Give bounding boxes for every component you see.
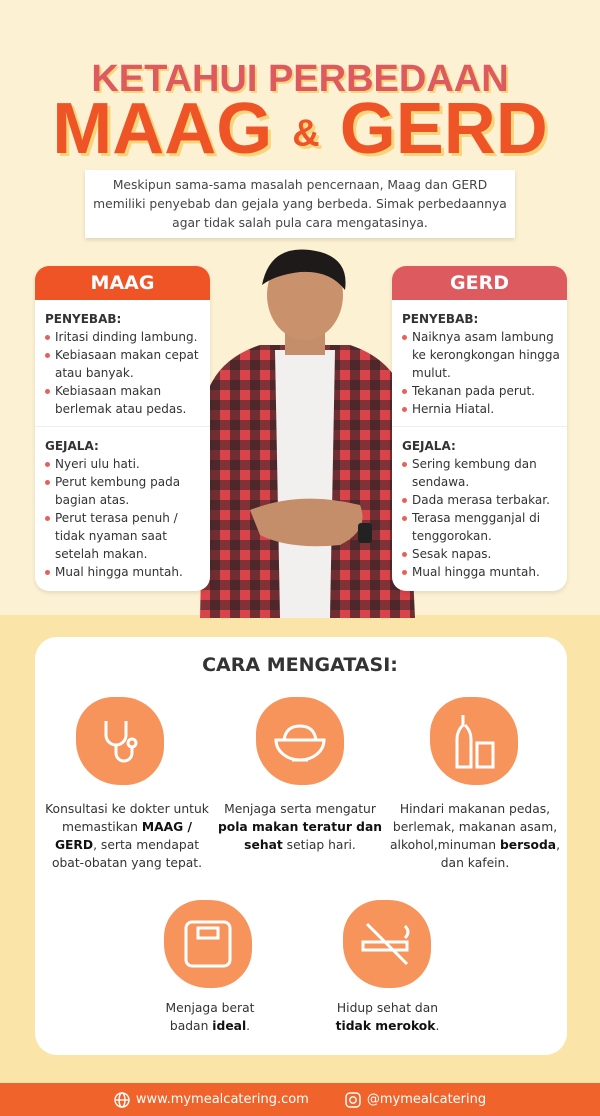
- globe-icon: [114, 1092, 130, 1108]
- list-item: Sesak napas.: [402, 545, 561, 563]
- list-item: Terasa mengganjal di tenggorokan.: [402, 509, 561, 545]
- list-item: Nyeri ulu hati.: [45, 455, 204, 473]
- title-line1: KETAHUI PERBEDAAN: [91, 58, 509, 100]
- food-bowl-icon: [256, 697, 344, 785]
- list-item: Kebiasaan makan berlemak atau pedas.: [45, 382, 204, 418]
- maag-header: MAAG: [35, 266, 210, 300]
- list-item: Sering kembung dan sendawa.: [402, 455, 561, 491]
- intro-text: Meskipun sama-sama masalah pencernaan, Maag dan GERD memiliki penyebab dan gejala yang berbeda. Simak perbedaannya agar tidak salah pula cara mengatasinya.: [85, 170, 515, 238]
- title-maag: MAAG: [52, 89, 273, 169]
- soda-bottle-icon: [430, 697, 518, 785]
- maag-causes-label: PENYEBAB:: [45, 312, 122, 326]
- title-line2: [0, 88, 600, 170]
- title-amp: &: [292, 112, 320, 155]
- gerd-symptoms-label: GEJALA:: [402, 439, 456, 453]
- tip-diet: Menjaga serta mengatur pola makan teratur dan sehat setiap hari.: [217, 802, 383, 852]
- man-holding-stomach-photo: [190, 240, 420, 618]
- list-item: Hernia Hiatal.: [402, 400, 561, 418]
- list-item: Tekanan pada perut.: [402, 382, 561, 400]
- instagram-icon: [345, 1092, 361, 1108]
- title-gerd: GERD: [339, 89, 548, 169]
- website-link[interactable]: www.mymealcatering.com: [114, 1092, 309, 1108]
- tip-weight: Menjaga berat badan ideal.: [165, 1001, 255, 1033]
- list-item: Mual hingga muntah.: [45, 563, 204, 581]
- maag-symptoms-label: GEJALA:: [45, 439, 99, 453]
- maag-causes-list: [35, 328, 210, 418]
- divider: [392, 426, 567, 427]
- list-item: Kebiasaan makan cepat atau banyak.: [45, 346, 204, 382]
- tip-doctor: Konsultasi ke dokter untuk memastikan MAAG / GERD, serta mendapat obat-obatan yang tepat.: [45, 802, 209, 870]
- footer: [0, 1083, 600, 1116]
- gerd-symptoms-list: [392, 455, 567, 581]
- stethoscope-icon: [76, 697, 164, 785]
- gerd-card: [392, 266, 567, 591]
- maag-symptoms-list: [35, 455, 210, 581]
- tip-no-smoking: Hidup sehat dan tidak merokok.: [335, 1001, 440, 1033]
- tip-avoid-food: Hindari makanan pedas, berlemak, makanan asam, alkohol,minuman bersoda, dan kafein.: [390, 802, 560, 870]
- maag-card: [35, 266, 210, 591]
- gerd-causes-label: PENYEBAB:: [402, 312, 479, 326]
- list-item: Mual hingga muntah.: [402, 563, 561, 581]
- list-item: Dada merasa terbakar.: [402, 491, 561, 509]
- list-item: Naiknya asam lambung ke kerongkongan hingga mulut.: [402, 328, 561, 382]
- instagram-link[interactable]: @mymealcatering: [345, 1092, 486, 1108]
- treatment-title: CARA MENGATASI:: [202, 654, 398, 676]
- gerd-header: GERD: [392, 266, 567, 300]
- list-item: Iritasi dinding lambung.: [45, 328, 204, 346]
- list-item: Perut terasa penuh / tidak nyaman saat setelah makan.: [45, 509, 204, 563]
- no-smoking-icon: [343, 900, 431, 988]
- divider: [35, 426, 210, 427]
- gerd-causes-list: [392, 328, 567, 418]
- scale-icon: [164, 900, 252, 988]
- list-item: Perut kembung pada bagian atas.: [45, 473, 204, 509]
